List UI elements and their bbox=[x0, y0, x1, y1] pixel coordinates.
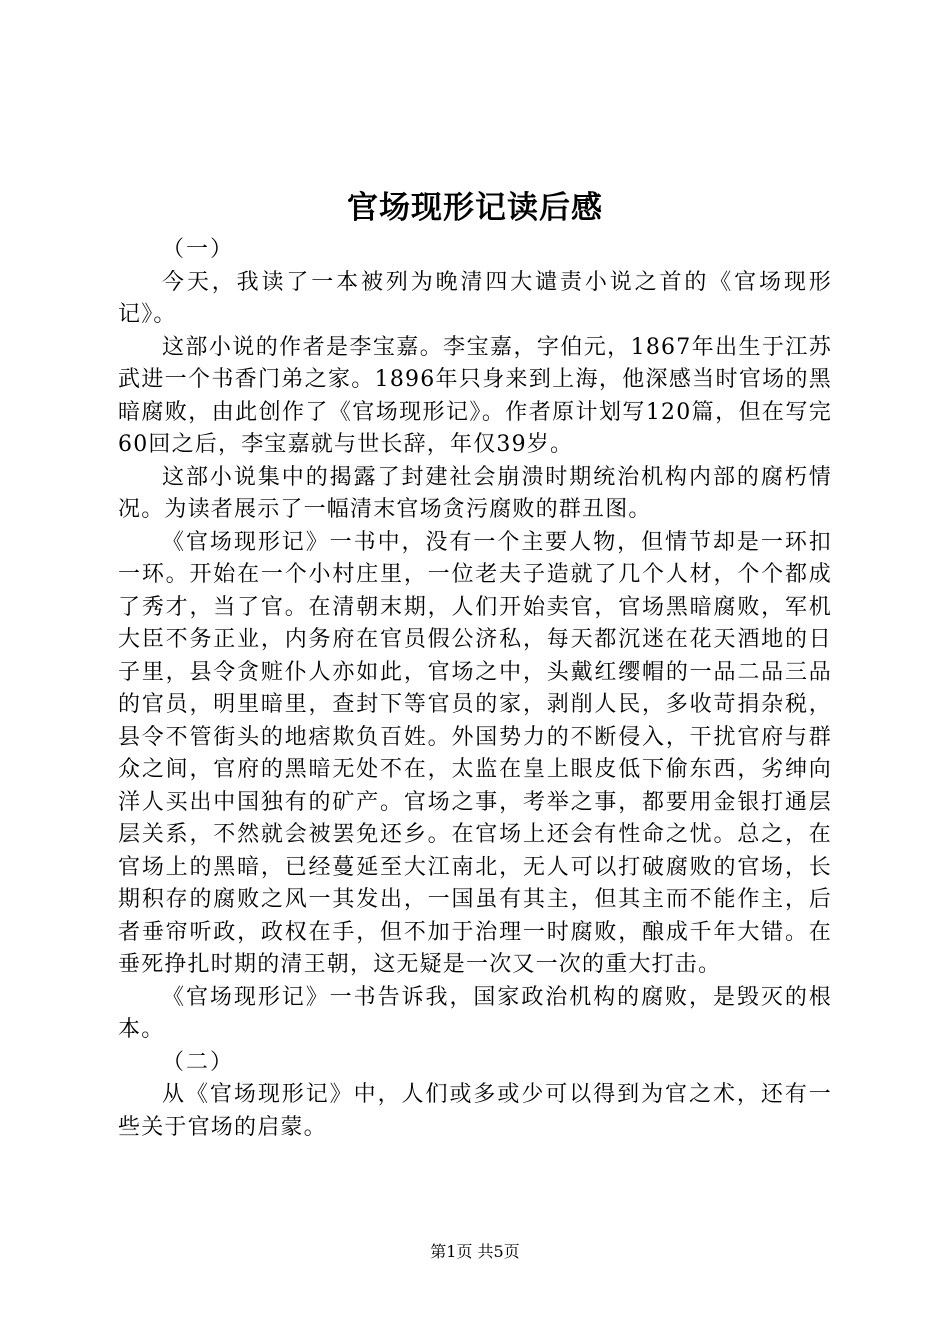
paragraph-enlightenment: 从《官场现形记》中，人们或多或少可以得到为官之术，还有一些关于官场的启蒙。 bbox=[118, 1082, 832, 1140]
paragraph-lesson: 《官场现形记》一书告诉我，国家政治机构的腐败，是毁灭的根本。 bbox=[118, 984, 832, 1042]
section-heading-2: （二） bbox=[162, 1049, 235, 1075]
paragraph-theme: 这部小说集中的揭露了封建社会崩溃时期统治机构内部的腐朽情况。为读者展示了一幅清末官场贪污腐败的群丑图。 bbox=[118, 464, 832, 522]
document-body bbox=[118, 234, 832, 1144]
page-title: 官场现形记读后感 bbox=[347, 190, 603, 226]
paragraph-intro: 今天，我读了一本被列为晚清四大谴责小说之首的《官场现形记》。 bbox=[118, 269, 832, 327]
paragraph-plot: 《官场现形记》一书中，没有一个主要人物，但情节却是一环扣一环。开始在一个小村庄里，一位老夫子造就了几个人材，个个都成了秀才，当了官。在清朝末期，人们开始卖官，官场黑暗腐败，军机大臣不务正业，内务府在官员假公济私，每天都沉迷在花天酒地的日子里，县令贪赃仆人亦如此，官场之中，头戴红缨帽的一品二品三品的官员，明里暗里，查封下等官员的家，剥削人民，多收苛捐杂税，县令不管街头的地痞欺负百姓。外国势力的不断侵入，干扰官府与群众之间，官府的黑暗无处不在，太监在皇上眼皮低下偷东西，劣绅向洋人买出中国独有的矿产。官场之事，考举之事，都要用金银打通层层关系，不然就会被罢免还乡。在官场上还会有性命之忧。总之，在官场上的黑暗，已经蔓延至大江南北，无人可以打破腐败的官场，长期积存的腐败之风一其发出，一国虽有其主，但其主而不能作主，后者垂帘听政，政权在手，但不加于治理一时腐败，酿成千年大错。在垂死挣扎时期的清王朝，这无疑是一次又一次的重大打击。 bbox=[118, 529, 832, 977]
page-number-footer: 第1页 共5页 bbox=[430, 1242, 520, 1261]
paragraph-author: 这部小说的作者是李宝嘉。李宝嘉，字伯元，1867年出生于江苏武进一个书香门弟之家。1896年只身来到上海，他深感当时官场的黑暗腐败，由此创作了《官场现形记》。作者原计划写120篇，但在写完60回之后，李宝嘉就与世长辞，年仅39岁。 bbox=[118, 334, 832, 457]
section-heading-1: （一） bbox=[162, 237, 235, 262]
